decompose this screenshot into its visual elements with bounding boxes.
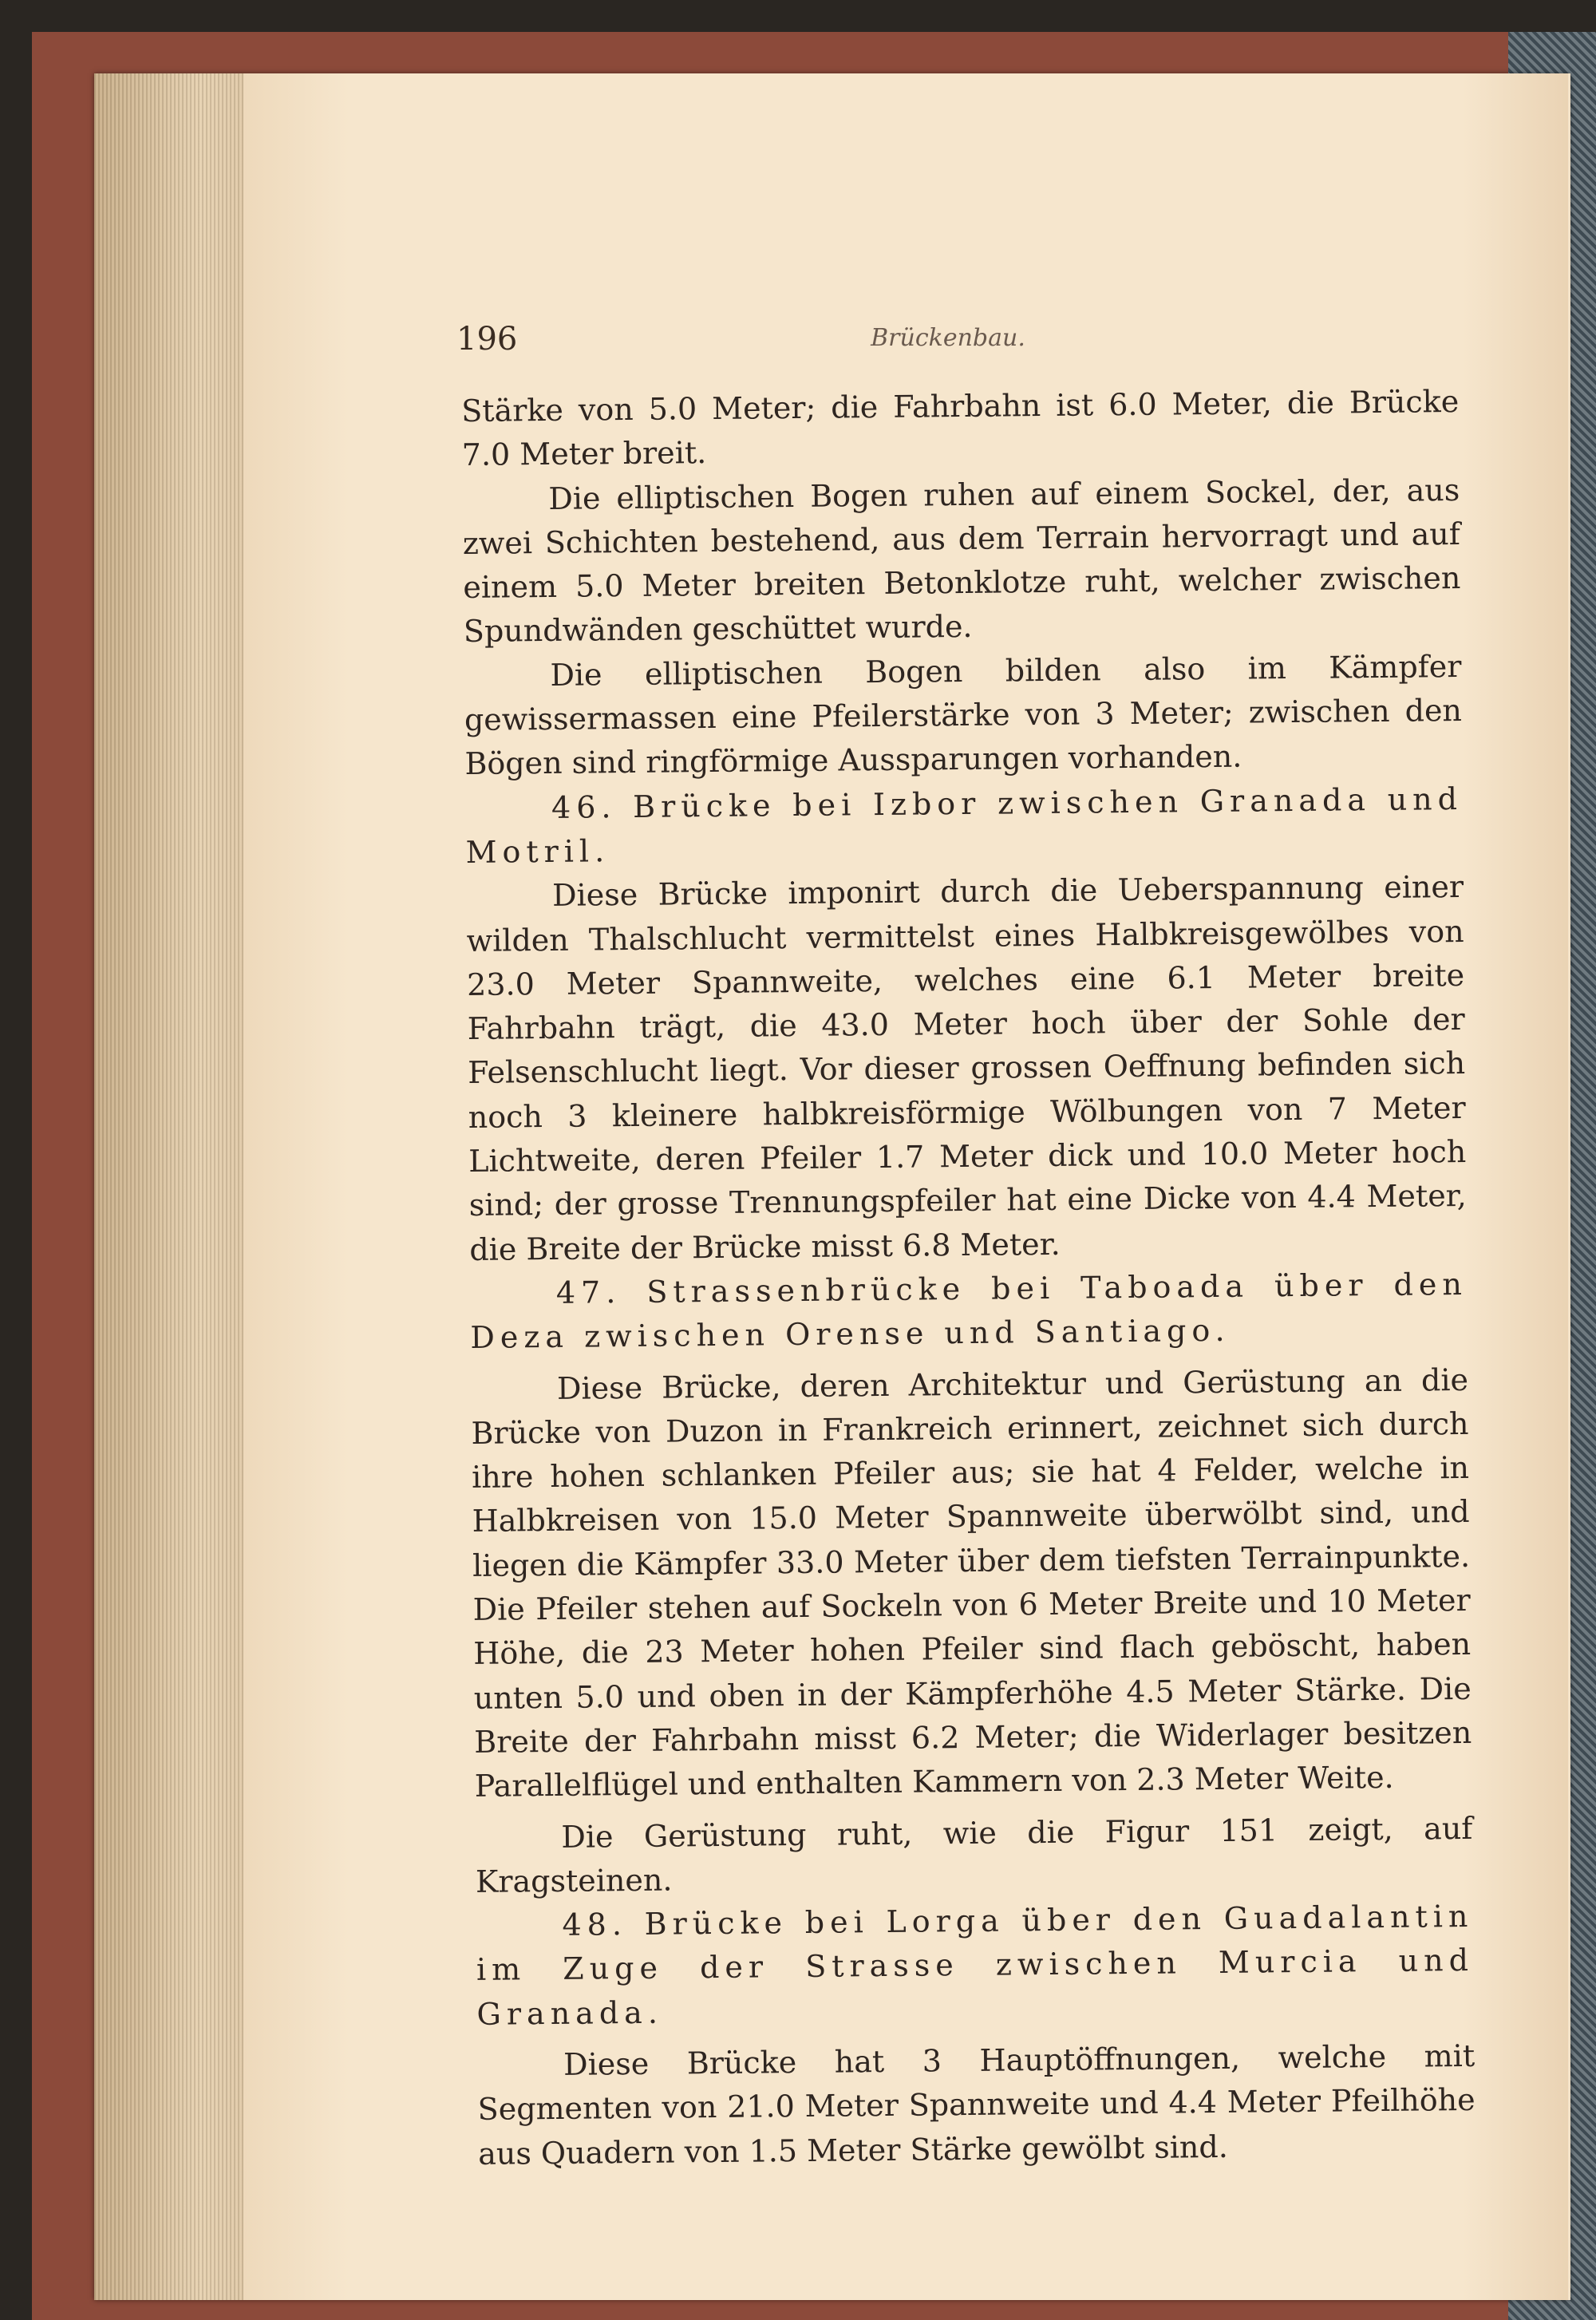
paragraph: Diese Brücke hat 3 Hauptöffnungen, welche mit Segmenten von 21.0 Meter Spannweite und 4.4 Meter Pfeilhöhe aus Quadern von 1.5 Meter Stärke gewölbt sind. [477, 2037, 1476, 2172]
paragraph: Die Gerüstung ruht, wie die Figur 151 zeigt, auf Kragsteinen. [475, 1810, 1473, 1899]
paragraph: Diese Brücke, deren Architektur und Gerüstung an die Brücke von Duzon in Frankreich erinnert, zeichnet sich durch ihre hohen schlanken Pfeiler aus; sie hat 4 Felder, welche in Halbkreisen von 15.0 Meter Spannweite überwölbt sind, und liegen die Kämpfer 33.0 Meter über dem tiefsten Terrainpunkte. Die Pfeiler stehen auf Sockeln von 6 Meter Breite und 10 Meter Höhe, die 23 Meter hohen Pfeiler sind flach geböscht, haben unten 5.0 und oben in der Kämpferhöhe 4.5 Meter Stärke. Die Breite der Fahrbahn misst 6.2 Meter; die Widerlager besitzen Parallelflügel und enthalten Kammern von 2.3 Meter Weite. [471, 1362, 1472, 1804]
paragraph: Die elliptischen Bogen bilden also im Kämpfer gewissermassen eine Pfeilerstärke von 3 Meter; zwischen den Bögen sind ringförmige Aussparungen vorhanden. [464, 648, 1463, 782]
page-number: 196 [456, 321, 518, 358]
paragraph: Diese Brücke imponirt durch die Ueberspannung einer wilden Thalschlucht vermittelst eines Halbkreisgewölbes von 23.0 Meter Spannweite, welches eine 6.1 Meter breite Fahrbahn trägt, die 43.0 Meter hoch über der Sohle der Felsenschlucht liegt. Vor dieser grossen Oeffnung befinden sich noch 3 kleinere halbkreisförmige Wölbungen von 7 Meter Lichtweite, deren Pfeiler 1.7 Meter dick und 10.0 Meter hoch sind; der grosse Trennungspfeiler hat eine Dicke von 4.4 Meter, die Breite der Brücke misst 6.8 Meter. [466, 869, 1467, 1267]
paragraph: Stärke von 5.0 Meter; die Fahrbahn ist 6.0 Meter, die Brücke 7.0 Meter breit. [461, 384, 1460, 473]
section-heading: 47. Strassenbrücke bei Taboada über den Deza zwischen Orense und Santiago. [470, 1266, 1468, 1356]
section-heading: 46. Brücke bei Izbor zwischen Granada und Motril. [465, 781, 1464, 870]
page-body [461, 380, 1476, 2176]
paragraph: Die elliptischen Bogen ruhen auf einem Sockel, der, aus zwei Schichten bestehend, aus dem Terrain hervorragt und auf einem 5.0 Meter breiten Betonklotze ruht, welcher zwischen Spundwänden geschüttet wurde. [462, 472, 1461, 650]
page-header [456, 321, 1440, 369]
section-heading: 48. Brücke bei Lorga über den Guadalantin im Zuge der Strasse zwischen Murcia und Granada. [476, 1899, 1475, 2032]
running-title: Brückenbau. [871, 324, 1025, 352]
